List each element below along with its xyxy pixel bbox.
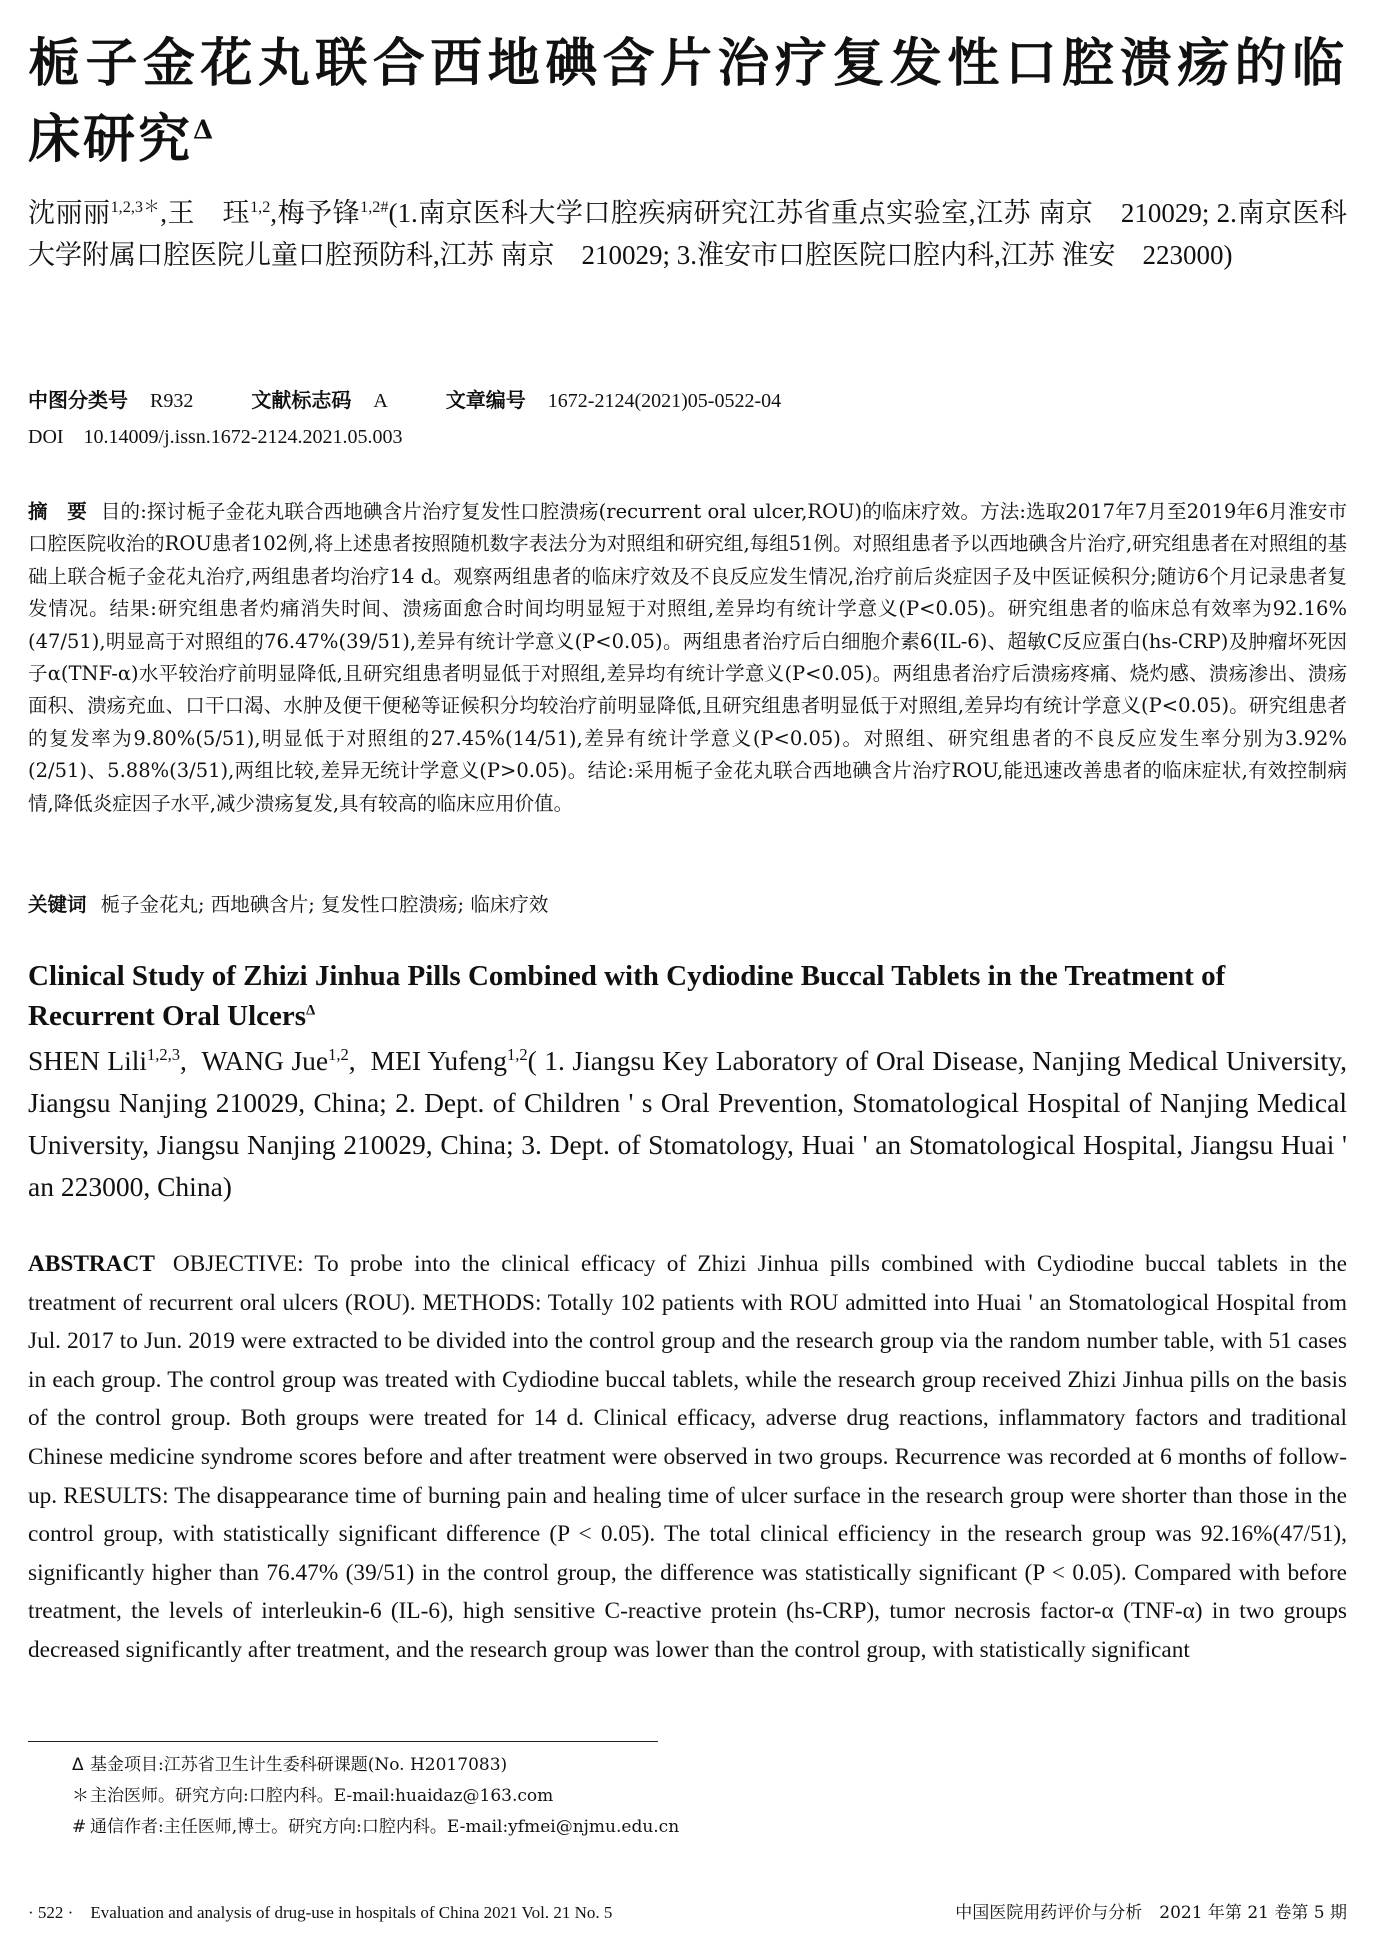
footnotes [72, 1750, 1272, 1843]
author-name: 沈丽丽 [28, 198, 111, 228]
classification-line [28, 385, 781, 416]
english-abstract-label: ABSTRACT [28, 1251, 155, 1277]
footnote-item [72, 1812, 1272, 1843]
footnote-item [72, 1781, 1272, 1812]
chinese-authors-affiliations: 沈丽丽$^{1,2,3*}$,王 珏$^{1,2}$,梅予锋$^{1,2\#}$(1.南京医科大学口腔疾病研究江苏省重点实验室,江苏 南京 210029; 2.南京医科大学附属口腔医院儿童口腔预防科,江苏 南京 210029; 3.淮安市口腔医院口腔内科,江苏 淮安 223000) [28, 198, 1348, 270]
doi-line [28, 422, 402, 452]
article-number-label: 文章编号 [445, 388, 526, 412]
footnote-mark: # [72, 1817, 87, 1837]
author-superscript: 1,2,3 [147, 1044, 181, 1064]
doi-label: DOI [28, 426, 64, 448]
clc-value: R932 [150, 390, 194, 412]
chinese-title [28, 26, 1347, 178]
author-name: SHEN Lili [28, 1045, 148, 1076]
author-name: MEI Yufeng [370, 1045, 507, 1076]
chinese-abstract [28, 496, 1347, 820]
author-superscript: 1,2# [360, 198, 389, 216]
footnote-text: 基金项目:江苏省卫生计生委科研课题(No. H2017083) [90, 1755, 508, 1775]
english-abstract-text: OBJECTIVE: To probe into the clinical efficacy of Zhizi Jinhua pills combined with Cydiodine buccal tablets in the treatment of recurrent oral ulcers (ROU). METHODS: Totally 102 patients with ROU admitted into Huai ' an Stomatological Hospital from Jul. 2017 to Jun. 2019 were extracted to be divided into the control group and the research group via the random number table, with 51 cases in each group. The control group was treated with Cydiodine buccal tablets, while the research group received Zhizi Jinhua pills on the basis of the control group. Both groups were treated for 14 d. Clinical efficacy, adverse drug reactions, inflammatory factors and traditional Chinese medicine syndrome scores before and after treatment were observed in two groups. Recurrence was recorded at 6 months of follow-up. RESULTS: The disappearance time of burning pain and healing time of ulcer surface in the research group were shorter than those in the control group, with statistically significant difference (P < 0.05). The total clinical efficiency in the research group was 92.16%(47/51), significantly higher than 76.47% (39/51) in the control group, the difference was statistically significant (P < 0.05). Compared with before treatment, the levels of interleukin-6 (IL-6), high sensitive C-reactive protein (hs-CRP), tumor necrosis factor-α (TNF-α) in two groups decreased significantly after treatment, and the research group was lower than the control group, with statistically significant [28, 1251, 1347, 1663]
footnote-divider [28, 1741, 658, 1742]
chinese-abstract-text: 目的:探讨栀子金花丸联合西地碘含片治疗复发性口腔溃疡(recurrent oral ulcer,ROU)的临床疗效。方法:选取2017年7月至2019年6月淮安市口腔医院收治的ROU患者102例,将上述患者按照随机数字表法分为对照组和研究组,每组51例。对照组患者予以西地碘含片治疗,研究组患者在对照组的基础上联合栀子金花丸治疗,两组患者均治疗14 d。观察两组患者的临床疗效及不良反应发生情况,治疗前后炎症因子及中医证候积分;随访6个月记录患者复发情况。结果:研究组患者灼痛消失时间、溃疡面愈合时间均明显短于对照组,差异均有统计学意义(P<0.05)。研究组患者的临床总有效率为92.16%(47/51),明显高于对照组的76.47%(39/51),差异有统计学意义(P<0.05)。两组患者治疗后白细胞介素6(IL-6)、超敏C反应蛋白(hs-CRP)及肿瘤坏死因子α(TNF-α)水平较治疗前明显降低,且研究组患者明显低于对照组,差异均有统计学意义(P<0.05)。两组患者治疗后溃疡疼痛、烧灼感、溃疡渗出、溃疡面积、溃疡充血、口干口渴、水肿及便干便秘等证候积分均较治疗前明显降低,且研究组患者明显低于对照组,差异均有统计学意义(P<0.05)。研究组患者的复发率为9.80%(5/51),明显低于对照组的27.45%(14/51),差异有统计学意义(P<0.05)。对照组、研究组患者的不良反应发生率分别为3.92%(2/51)、5.88%(3/51),两组比较,差异无统计学意义(P>0.05)。结论:采用栀子金花丸联合西地碘含片治疗ROU,能迅速改善患者的临床症状,有效控制病情,降低炎症因子水平,减少溃疡复发,具有较高的临床应用价值。 [28, 500, 1347, 815]
page-footer-right: 中国医院用药评价与分析 2021 年第 21 卷第 5 期 [955, 1903, 1347, 1923]
article-number-value: 1672-2124(2021)05-0522-04 [547, 390, 782, 412]
doi-value: 10.14009/j.issn.1672-2124.2021.05.003 [83, 426, 403, 448]
doc-code-label: 文献标志码 [251, 388, 352, 412]
author-superscript: 1,2,3＊ [110, 198, 161, 216]
english-abstract [28, 1245, 1347, 1670]
page-footer-left: · 522 · Evaluation and analysis of drug-use in hospitals of China 2021 Vol. 21 No. 5 [28, 1903, 613, 1922]
footnote-text: 主治医师。研究方向:口腔内科。E-mail:huaidaz@163.com [90, 1786, 554, 1806]
chinese-title-text: 栀子金花丸联合西地碘含片治疗复发性口腔溃疡的临床研究 [28, 33, 1347, 170]
author-superscript: 1,2 [250, 198, 271, 216]
english-authors-affiliations: SHEN Lili$^{1,2,3}$, WANG Jue$^{1,2}$, MEI Yufeng$^{1,2}$( 1. Jiangsu Key Laboratory of Oral Disease, Nanjing Medical University, Jiangsu Nanjing 210029, China; 2. Dept. of Children ' s Oral Prevention, Stomatological Hospital of Nanjing Medical University, Jiangsu Nanjing 210029, China; 3. Dept. of Stomatology, Huai ' an Stomatological Hospital, Jiangsu Huai ' an 223000, China) [28, 1044, 1347, 1202]
author-name: 梅予锋 [277, 198, 361, 228]
chinese-keywords [28, 889, 1347, 921]
author-superscript: 1,2 [506, 1044, 528, 1064]
english-title-text: Clinical Study of Zhizi Jinhua Pills Combined with Cydiodine Buccal Tablets in the Treatment of Recurrent Oral Ulcers [28, 960, 1226, 1032]
clc-label: 中图分类号 [28, 388, 128, 412]
chinese-affiliations: (1.南京医科大学口腔疾病研究江苏省重点实验室,江苏 南京 210029; 2.南京医科大学附属口腔医院儿童口腔预防科,江苏 南京 210029; 3.淮安市口腔医院口腔内科,江苏 淮安 223000) [28, 198, 1348, 270]
doc-code-value: A [373, 390, 388, 412]
author-name: 王 珏 [166, 198, 251, 228]
chinese-keywords-text: 栀子金花丸; 西地碘含片; 复发性口腔溃疡; 临床疗效 [100, 893, 549, 916]
footnote-item [72, 1750, 1272, 1781]
footnote-text: 通信作者:主任医师,博士。研究方向:口腔内科。E-mail:yfmei@njmu.edu.cn [90, 1817, 680, 1837]
footnote-mark: Δ [72, 1755, 84, 1775]
english-affiliations: ( 1. Jiangsu Key Laboratory of Oral Disease, Nanjing Medical University, Jiangsu Nanjing 210029, China; 2. Dept. of Children ' s Oral Prevention, Stomatological Hospital of Nanjing Medical University, Jiangsu Nanjing 210029, China; 3. Dept. of Stomatology, Huai ' an Stomatological Hospital, Jiangsu Huai ' an 223000, China) [28, 1045, 1347, 1202]
chinese-abstract-label: 摘 要 [28, 500, 87, 523]
title-fund-mark: Δ [193, 115, 217, 146]
author-name: WANG Jue [201, 1045, 329, 1076]
english-title [28, 956, 1347, 1036]
footnote-mark: ＊ [72, 1786, 89, 1806]
english-title-fund-mark: Δ [306, 1002, 316, 1019]
author-superscript: 1,2 [328, 1044, 349, 1064]
chinese-keywords-label: 关键词 [28, 893, 87, 916]
